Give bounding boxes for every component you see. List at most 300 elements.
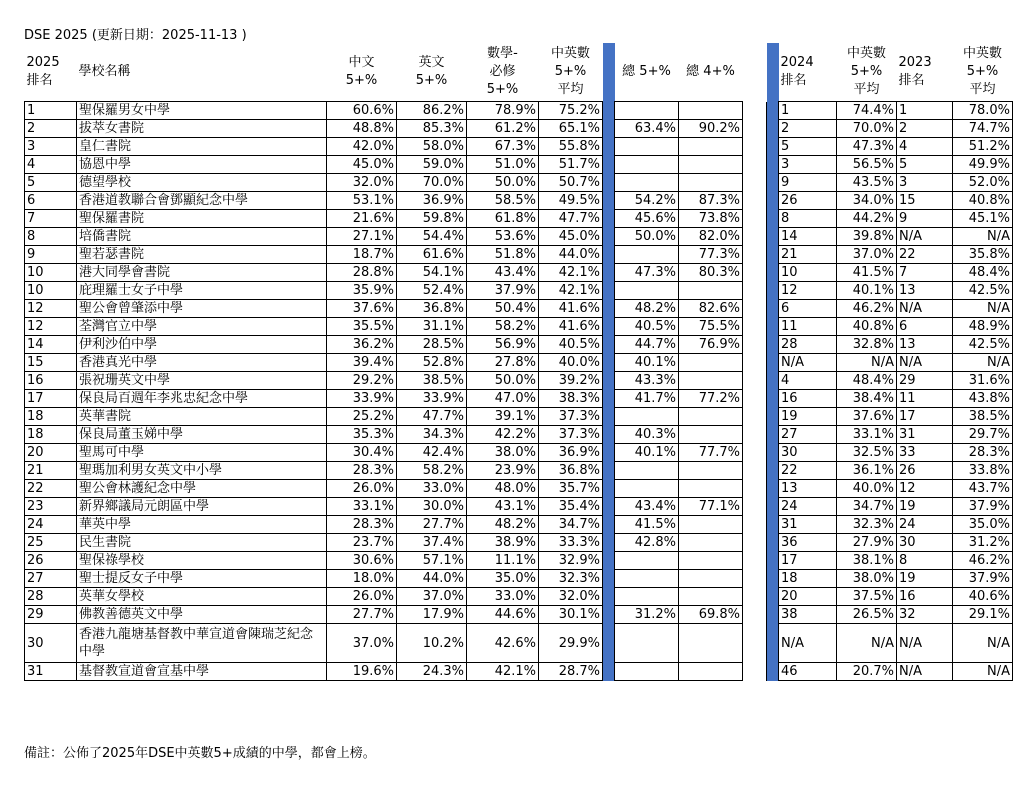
table-row	[25, 480, 1013, 498]
rank-cell: 3	[25, 138, 77, 156]
separator-bar	[603, 606, 615, 624]
total5-cell	[615, 174, 679, 192]
rank-2024-cell: 26	[779, 192, 837, 210]
rank-2024-cell: 31	[779, 516, 837, 534]
total5-cell: 40.1%	[615, 444, 679, 462]
cem-avg-cell: 32.0%	[539, 588, 603, 606]
total5-cell: 45.6%	[615, 210, 679, 228]
cem-2023-cell: 31.6%	[953, 372, 1013, 390]
separator-bar	[767, 300, 779, 318]
total4-cell	[679, 282, 743, 300]
school-cell: 皇仁書院	[77, 138, 327, 156]
english-cell: 59.0%	[397, 156, 467, 174]
rank-2024-cell: 24	[779, 498, 837, 516]
school-cell: 基督教宣道會宣基中學	[77, 663, 327, 681]
rank-cell: 1	[25, 102, 77, 120]
total4-cell	[679, 138, 743, 156]
total4-cell	[679, 156, 743, 174]
separator-bar	[603, 228, 615, 246]
english-cell: 31.1%	[397, 318, 467, 336]
school-cell: 伊利沙伯中學	[77, 336, 327, 354]
math-cell: 27.8%	[467, 354, 539, 372]
separator-bar	[603, 516, 615, 534]
chinese-cell: 48.8%	[327, 120, 397, 138]
rank-2023-cell: N/A	[897, 300, 953, 318]
math-cell: 43.1%	[467, 498, 539, 516]
english-cell: 42.4%	[397, 444, 467, 462]
rank-2024-cell: 12	[779, 282, 837, 300]
total5-cell: 63.4%	[615, 120, 679, 138]
cem-2024-cell: 34.0%	[837, 192, 897, 210]
table-row	[25, 174, 1013, 192]
cem-avg-cell: 65.1%	[539, 120, 603, 138]
blank-cell	[743, 174, 767, 192]
separator-bar	[767, 102, 779, 120]
rank-2024-cell: 13	[779, 480, 837, 498]
english-cell: 47.7%	[397, 408, 467, 426]
math-cell: 23.9%	[467, 462, 539, 480]
chinese-cell: 37.6%	[327, 300, 397, 318]
school-cell: 拔萃女書院	[77, 120, 327, 138]
rank-2024-cell: 5	[779, 138, 837, 156]
cem-avg-cell: 41.6%	[539, 300, 603, 318]
rank-2024-cell: 27	[779, 426, 837, 444]
english-cell: 34.3%	[397, 426, 467, 444]
cem-avg-cell: 39.2%	[539, 372, 603, 390]
total5-cell	[615, 480, 679, 498]
cem-avg-cell: 75.2%	[539, 102, 603, 120]
separator-bar	[767, 138, 779, 156]
blank-cell	[743, 138, 767, 156]
total4-cell: 80.3%	[679, 264, 743, 282]
table-row	[25, 138, 1013, 156]
english-cell: 52.4%	[397, 282, 467, 300]
rank-cell: 31	[25, 663, 77, 681]
cem-avg-cell: 34.7%	[539, 516, 603, 534]
cem-2024-cell: 37.6%	[837, 408, 897, 426]
total4-cell: 77.1%	[679, 498, 743, 516]
school-cell: 聖馬可中學	[77, 444, 327, 462]
rank-2023-cell: 19	[897, 498, 953, 516]
cem-2023-cell: 48.4%	[953, 264, 1013, 282]
header-row	[25, 43, 1013, 102]
cem-2024-cell: 32.5%	[837, 444, 897, 462]
blank-cell	[743, 480, 767, 498]
english-cell: 36.9%	[397, 192, 467, 210]
cem-2023-cell: N/A	[953, 228, 1013, 246]
rank-2023-cell: N/A	[897, 228, 953, 246]
rank-2023-cell: 30	[897, 534, 953, 552]
blank-cell	[743, 354, 767, 372]
total4-cell: 77.3%	[679, 246, 743, 264]
total4-cell	[679, 663, 743, 681]
cem-2023-cell: 42.5%	[953, 336, 1013, 354]
separator-bar	[767, 444, 779, 462]
school-cell: 華英中學	[77, 516, 327, 534]
chinese-cell: 45.0%	[327, 156, 397, 174]
cem-avg-cell: 50.7%	[539, 174, 603, 192]
table-row	[25, 663, 1013, 681]
english-cell: 24.3%	[397, 663, 467, 681]
chinese-cell: 53.1%	[327, 192, 397, 210]
english-cell: 59.8%	[397, 210, 467, 228]
total5-cell	[615, 588, 679, 606]
rank-cell: 30	[25, 624, 77, 663]
math-cell: 61.2%	[467, 120, 539, 138]
cem-2023-cell: 35.0%	[953, 516, 1013, 534]
rank-2023-cell: 12	[897, 480, 953, 498]
cem-2024-cell: N/A	[837, 624, 897, 663]
cem-avg-cell: 30.1%	[539, 606, 603, 624]
math-cell: 58.2%	[467, 318, 539, 336]
total5-cell: 40.3%	[615, 426, 679, 444]
english-cell: 54.4%	[397, 228, 467, 246]
blank-cell	[743, 516, 767, 534]
separator-bar	[603, 372, 615, 390]
cem-2024-cell: 36.1%	[837, 462, 897, 480]
total5-cell: 40.5%	[615, 318, 679, 336]
chinese-cell: 29.2%	[327, 372, 397, 390]
school-cell: 佛教善德英文中學	[77, 606, 327, 624]
rank-2024-cell: 18	[779, 570, 837, 588]
cem-2024-cell: 33.1%	[837, 426, 897, 444]
cem-2024-cell: 43.5%	[837, 174, 897, 192]
total4-cell	[679, 174, 743, 192]
school-cell: 保良局百週年李兆忠紀念中學	[77, 390, 327, 408]
rank-2023-cell: 3	[897, 174, 953, 192]
school-cell: 保良局董玉娣中學	[77, 426, 327, 444]
rank-2023-cell: 6	[897, 318, 953, 336]
rank-cell: 10	[25, 282, 77, 300]
blank-cell	[743, 120, 767, 138]
cem-avg-cell: 28.7%	[539, 663, 603, 681]
total4-cell: 75.5%	[679, 318, 743, 336]
cem-2023-cell: 33.8%	[953, 462, 1013, 480]
chinese-cell: 36.2%	[327, 336, 397, 354]
separator-bar	[603, 498, 615, 516]
chinese-cell: 30.4%	[327, 444, 397, 462]
rank-2023-cell: 4	[897, 138, 953, 156]
rank-2024-cell: 36	[779, 534, 837, 552]
blank-cell	[743, 462, 767, 480]
cem-2024-cell: 32.3%	[837, 516, 897, 534]
cem-2024-cell: N/A	[837, 354, 897, 372]
table-row	[25, 516, 1013, 534]
cem-2023-cell: 43.8%	[953, 390, 1013, 408]
english-cell: 37.0%	[397, 588, 467, 606]
rank-2023-cell: 26	[897, 462, 953, 480]
total5-cell: 54.2%	[615, 192, 679, 210]
header-rank-2023: 2023 排名	[898, 55, 932, 88]
total4-cell: 76.9%	[679, 336, 743, 354]
cem-2024-cell: 27.9%	[837, 534, 897, 552]
blank-cell	[743, 102, 767, 120]
rank-2023-cell: 32	[897, 606, 953, 624]
rank-cell: 25	[25, 534, 77, 552]
rank-2023-cell: 15	[897, 192, 953, 210]
english-cell: 37.4%	[397, 534, 467, 552]
table-row	[25, 354, 1013, 372]
chinese-cell: 27.1%	[327, 228, 397, 246]
separator-bar	[603, 570, 615, 588]
separator-bar	[767, 426, 779, 444]
cem-2023-cell: 31.2%	[953, 534, 1013, 552]
cem-avg-cell: 35.4%	[539, 498, 603, 516]
blank-cell	[743, 318, 767, 336]
blank-cell	[743, 426, 767, 444]
blank-cell	[743, 408, 767, 426]
cem-2023-cell: 37.9%	[953, 498, 1013, 516]
separator-bar	[767, 318, 779, 336]
school-cell: 英華書院	[77, 408, 327, 426]
cem-2023-cell: 35.8%	[953, 246, 1013, 264]
total4-cell: 82.0%	[679, 228, 743, 246]
cem-2024-cell: 39.8%	[837, 228, 897, 246]
table-row	[25, 570, 1013, 588]
cem-2024-cell: 46.2%	[837, 300, 897, 318]
english-cell: 58.2%	[397, 462, 467, 480]
total4-cell: 87.3%	[679, 192, 743, 210]
blank-cell	[743, 663, 767, 681]
header-cem-2024: 中英數 5+% 平均	[846, 46, 886, 97]
cem-2024-cell: 20.7%	[837, 663, 897, 681]
separator-bar	[603, 624, 615, 663]
chinese-cell: 32.0%	[327, 174, 397, 192]
results-table	[24, 43, 1013, 681]
table-row	[25, 102, 1013, 120]
rank-cell: 26	[25, 552, 77, 570]
cem-2024-cell: 37.5%	[837, 588, 897, 606]
rank-2024-cell: 21	[779, 246, 837, 264]
total5-cell	[615, 408, 679, 426]
rank-2023-cell: 8	[897, 552, 953, 570]
rank-2024-cell: 30	[779, 444, 837, 462]
rank-cell: 17	[25, 390, 77, 408]
table-row	[25, 588, 1013, 606]
separator-bar	[603, 210, 615, 228]
math-cell: 42.2%	[467, 426, 539, 444]
cem-avg-cell: 42.1%	[539, 264, 603, 282]
blank-cell	[743, 228, 767, 246]
rank-cell: 5	[25, 174, 77, 192]
school-cell: 聖保羅男女中學	[77, 102, 327, 120]
total4-cell: 90.2%	[679, 120, 743, 138]
separator-bar	[603, 444, 615, 462]
english-cell: 38.5%	[397, 372, 467, 390]
rank-2024-cell: 3	[779, 156, 837, 174]
cem-avg-cell: 32.9%	[539, 552, 603, 570]
rank-2024-cell: 6	[779, 300, 837, 318]
table-row	[25, 246, 1013, 264]
total4-cell	[679, 408, 743, 426]
cem-2024-cell: 74.4%	[837, 102, 897, 120]
chinese-cell: 18.7%	[327, 246, 397, 264]
cem-2023-cell: 51.2%	[953, 138, 1013, 156]
blank-cell	[743, 336, 767, 354]
blank-cell	[743, 192, 767, 210]
blank-cell	[743, 390, 767, 408]
blank-cell	[743, 300, 767, 318]
cem-avg-cell: 37.3%	[539, 426, 603, 444]
rank-cell: 15	[25, 354, 77, 372]
separator-bar	[767, 354, 779, 372]
total5-cell: 31.2%	[615, 606, 679, 624]
school-cell: 英華女學校	[77, 588, 327, 606]
cem-2024-cell: 40.8%	[837, 318, 897, 336]
cem-avg-cell: 29.9%	[539, 624, 603, 663]
header-cem-2023: 中英數 5+% 平均	[962, 46, 1002, 97]
math-cell: 42.1%	[467, 663, 539, 681]
separator-bar	[603, 426, 615, 444]
total4-cell	[679, 570, 743, 588]
rank-2023-cell: 33	[897, 444, 953, 462]
rank-cell: 14	[25, 336, 77, 354]
chinese-cell: 35.5%	[327, 318, 397, 336]
chinese-cell: 18.0%	[327, 570, 397, 588]
total4-cell	[679, 552, 743, 570]
total5-cell: 41.5%	[615, 516, 679, 534]
rank-cell: 12	[25, 318, 77, 336]
separator-bar	[767, 282, 779, 300]
table-body	[25, 102, 1013, 681]
table-row	[25, 300, 1013, 318]
school-cell: 香港真光中學	[77, 354, 327, 372]
rank-cell: 24	[25, 516, 77, 534]
math-cell: 50.4%	[467, 300, 539, 318]
rank-2024-cell: 46	[779, 663, 837, 681]
rank-2023-cell: 22	[897, 246, 953, 264]
separator-bar	[603, 552, 615, 570]
math-cell: 48.0%	[467, 480, 539, 498]
english-cell: 52.8%	[397, 354, 467, 372]
school-cell: 民生書院	[77, 534, 327, 552]
table-row	[25, 192, 1013, 210]
chinese-cell: 25.2%	[327, 408, 397, 426]
cem-avg-cell: 51.7%	[539, 156, 603, 174]
rank-2023-cell: 9	[897, 210, 953, 228]
rank-2023-cell: 29	[897, 372, 953, 390]
school-cell: 聖瑪加利男女英文中小學	[77, 462, 327, 480]
table-row	[25, 606, 1013, 624]
separator-bar	[767, 390, 779, 408]
table-row	[25, 408, 1013, 426]
separator-bar	[603, 102, 615, 120]
total4-cell	[679, 534, 743, 552]
separator-bar	[603, 408, 615, 426]
table-row	[25, 498, 1013, 516]
rank-2023-cell: 1	[897, 102, 953, 120]
table-row	[25, 336, 1013, 354]
cem-2023-cell: 48.9%	[953, 318, 1013, 336]
separator-bar	[767, 192, 779, 210]
english-cell: 33.9%	[397, 390, 467, 408]
rank-2023-cell: N/A	[897, 663, 953, 681]
rank-2023-cell: N/A	[897, 624, 953, 663]
cem-avg-cell: 36.9%	[539, 444, 603, 462]
table-row	[25, 462, 1013, 480]
total4-cell	[679, 462, 743, 480]
chinese-cell: 60.6%	[327, 102, 397, 120]
school-cell: 聖公會林護紀念中學	[77, 480, 327, 498]
chinese-cell: 35.9%	[327, 282, 397, 300]
total4-cell: 77.7%	[679, 444, 743, 462]
math-cell: 33.0%	[467, 588, 539, 606]
english-cell: 17.9%	[397, 606, 467, 624]
cem-avg-cell: 44.0%	[539, 246, 603, 264]
total5-cell	[615, 462, 679, 480]
total5-cell: 43.3%	[615, 372, 679, 390]
separator-bar	[603, 43, 615, 102]
math-cell: 48.2%	[467, 516, 539, 534]
separator-bar	[767, 264, 779, 282]
cem-avg-cell: 38.3%	[539, 390, 603, 408]
separator-bar	[767, 663, 779, 681]
separator-bar	[603, 156, 615, 174]
rank-2023-cell: 13	[897, 282, 953, 300]
rank-2023-cell: 24	[897, 516, 953, 534]
chinese-cell: 21.6%	[327, 210, 397, 228]
blank-cell	[743, 498, 767, 516]
total5-cell	[615, 102, 679, 120]
table-row	[25, 552, 1013, 570]
cem-avg-cell: 40.0%	[539, 354, 603, 372]
cem-avg-cell: 47.7%	[539, 210, 603, 228]
school-cell: 香港九龍塘基督教中華宣道會陳瑞芝紀念中學	[77, 624, 327, 663]
school-cell: 聖保羅書院	[77, 210, 327, 228]
rank-cell: 20	[25, 444, 77, 462]
cem-avg-cell: 42.1%	[539, 282, 603, 300]
table-row	[25, 426, 1013, 444]
cem-2024-cell: 41.5%	[837, 264, 897, 282]
rank-2023-cell: 2	[897, 120, 953, 138]
separator-bar	[767, 156, 779, 174]
rank-cell: 28	[25, 588, 77, 606]
math-cell: 39.1%	[467, 408, 539, 426]
math-cell: 56.9%	[467, 336, 539, 354]
rank-2023-cell: 19	[897, 570, 953, 588]
cem-2023-cell: 43.7%	[953, 480, 1013, 498]
total4-cell: 82.6%	[679, 300, 743, 318]
school-cell: 聖士提反女子中學	[77, 570, 327, 588]
english-cell: 33.0%	[397, 480, 467, 498]
blank-cell	[743, 552, 767, 570]
math-cell: 37.9%	[467, 282, 539, 300]
cem-2023-cell: 49.9%	[953, 156, 1013, 174]
rank-cell: 16	[25, 372, 77, 390]
separator-bar	[603, 336, 615, 354]
separator-bar	[603, 663, 615, 681]
chinese-cell: 33.1%	[327, 498, 397, 516]
english-cell: 57.1%	[397, 552, 467, 570]
cem-2024-cell: 26.5%	[837, 606, 897, 624]
cem-2023-cell: N/A	[953, 663, 1013, 681]
chinese-cell: 23.7%	[327, 534, 397, 552]
rank-2023-cell: 16	[897, 588, 953, 606]
rank-2024-cell: 9	[779, 174, 837, 192]
separator-bar	[767, 624, 779, 663]
rank-cell: 7	[25, 210, 77, 228]
blank-cell	[743, 570, 767, 588]
separator-bar	[603, 282, 615, 300]
separator-bar	[767, 552, 779, 570]
school-cell: 聖若瑟書院	[77, 246, 327, 264]
rank-2024-cell: 22	[779, 462, 837, 480]
school-cell: 張祝珊英文中學	[77, 372, 327, 390]
rank-cell: 12	[25, 300, 77, 318]
total4-cell	[679, 426, 743, 444]
table-row	[25, 372, 1013, 390]
chinese-cell: 28.8%	[327, 264, 397, 282]
